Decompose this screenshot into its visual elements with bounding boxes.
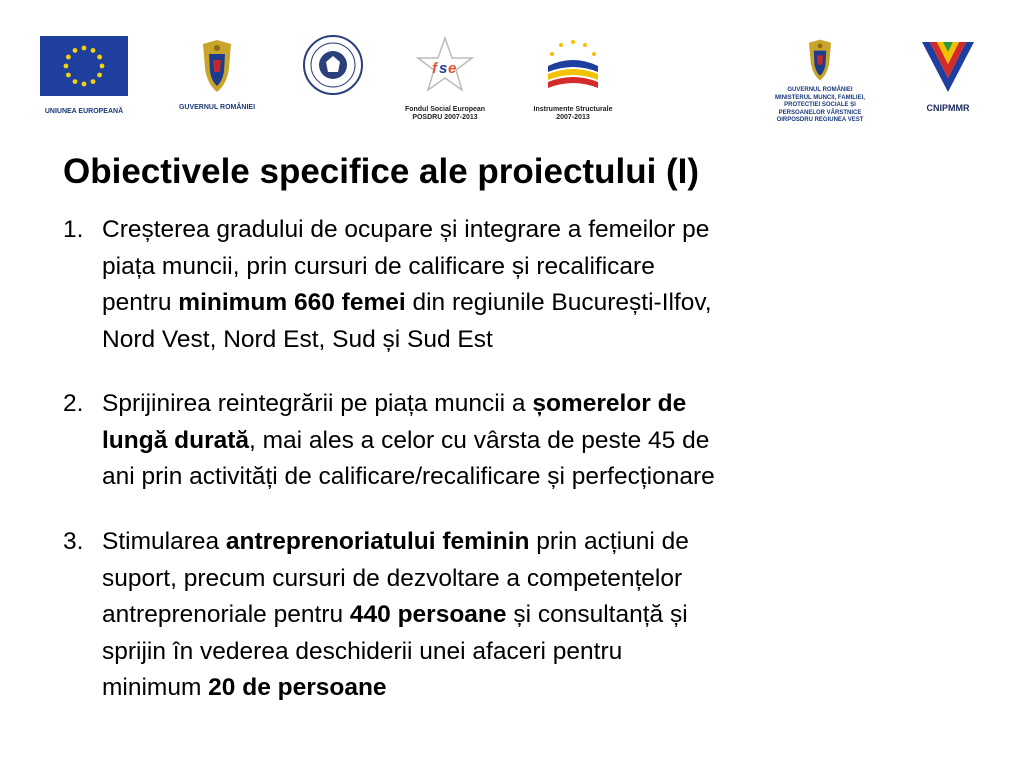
text-run: prin acțiuni de xyxy=(529,528,689,555)
text-run: Stimularea xyxy=(102,528,226,555)
slide-title: Obiectivele specifice ale proiectului (I) xyxy=(63,152,700,191)
logo-caption-mm-3: PROTECȚIEI SOCIALE ȘI xyxy=(784,102,856,108)
objective-text xyxy=(102,524,689,707)
eu-star-icon xyxy=(73,79,78,84)
logo-caption-fse-2: POSDRU 2007-2013 xyxy=(412,114,478,121)
logo-cnipmmr xyxy=(910,36,986,112)
logo-caption-is-1: Instrumente Structurale xyxy=(533,106,613,113)
text-run: Nord Vest, Nord Est, Sud și Sud Est xyxy=(102,325,493,353)
logo-ministry-seal xyxy=(300,34,366,96)
logo-eu xyxy=(38,36,130,116)
logo-caption-cnipmmr: CNIPMMR xyxy=(926,103,970,113)
emphasis-text: șomerelor de xyxy=(532,390,687,417)
logo-caption-mm-1: GUVERNUL ROMÂNIEI xyxy=(787,87,853,93)
eu-star-icon xyxy=(82,46,87,51)
eu-star-icon xyxy=(82,82,87,87)
instrumente-structurale-icon xyxy=(540,36,606,100)
eu-star-icon xyxy=(91,79,96,84)
romanian-coat-of-arms-icon xyxy=(804,38,836,82)
logo-instrumente-structurale xyxy=(526,36,620,122)
logo-fse xyxy=(398,36,492,122)
cnipmmr-logo-icon xyxy=(918,36,978,98)
text-run: pentru xyxy=(102,289,179,316)
emphasis-text: antreprenoriatului feminin xyxy=(225,528,530,555)
eu-flag-icon xyxy=(40,36,128,96)
eu-star-icon xyxy=(100,64,105,69)
logo-caption-mm-2: MINISTERUL MUNCII, FAMILIEI, xyxy=(775,94,865,101)
svg-text:f: f xyxy=(432,60,437,77)
logo-caption-eu: UNIUNEA EUROPEANĂ xyxy=(44,108,124,115)
logo-ministerul-muncii xyxy=(770,38,870,125)
logo-caption-mm-4: PERSOANELOR VÂRSTNICE xyxy=(778,109,862,116)
text-run: antreprenoriale pentru xyxy=(102,601,350,628)
svg-text:e: e xyxy=(448,60,457,77)
objective-number: 3. xyxy=(63,528,84,555)
emphasis-text: 20 de persoane xyxy=(208,674,387,701)
eu-star-icon xyxy=(64,64,69,69)
text-run: Sprijinirea reintegrării pe piața muncii a xyxy=(102,390,533,417)
eu-star-icon xyxy=(66,55,71,60)
text-run: ani prin activități de calificare/recalificare și perfecționare xyxy=(102,463,715,490)
objective-text xyxy=(102,386,715,496)
logo-guvernul-romaniei xyxy=(172,38,262,112)
eu-star-icon xyxy=(91,48,96,53)
text-run: din regiunile București-Ilfov, xyxy=(405,289,712,316)
fse-logo-icon xyxy=(416,36,474,100)
logo-caption-mm-5: OIRPOSDRU REGIUNEA VEST xyxy=(776,117,864,123)
emphasis-text: lungă durată xyxy=(102,426,250,454)
eu-star-icon xyxy=(97,73,102,78)
emphasis-text: minimum 660 femei xyxy=(178,289,406,316)
objective-number: 1. xyxy=(63,216,84,243)
emphasis-text: 440 persoane xyxy=(349,601,507,628)
text-run: și consultanță și xyxy=(506,601,688,628)
logo-caption-guvernul: GUVERNUL ROMÂNIEI xyxy=(178,104,256,111)
text-run: piața muncii, prin cursuri de calificare și recalificare xyxy=(102,252,655,280)
eu-star-icon xyxy=(73,48,78,53)
objective-text xyxy=(102,212,712,358)
text-run: minimum xyxy=(102,674,209,701)
svg-text:s: s xyxy=(439,60,448,77)
text-run: , mai ales a celor cu vârsta de peste 45 de xyxy=(249,426,710,454)
text-run: Creșterea gradului de ocupare și integrare a femeilor pe xyxy=(102,216,710,243)
romanian-coat-of-arms-icon xyxy=(197,38,237,94)
text-run: sprijin în vederea deschiderii unei afaceri pentru xyxy=(102,637,623,665)
objective-number: 2. xyxy=(63,390,84,417)
logo-caption-is-2: 2007-2013 xyxy=(556,114,590,121)
eu-star-icon xyxy=(97,55,102,60)
text-run: suport, precum cursuri de dezvoltare a competențelor xyxy=(102,564,683,592)
logo-caption-fse-1: Fondul Social European xyxy=(404,106,486,113)
eu-star-icon xyxy=(66,73,71,78)
ministry-seal-icon xyxy=(302,34,364,96)
